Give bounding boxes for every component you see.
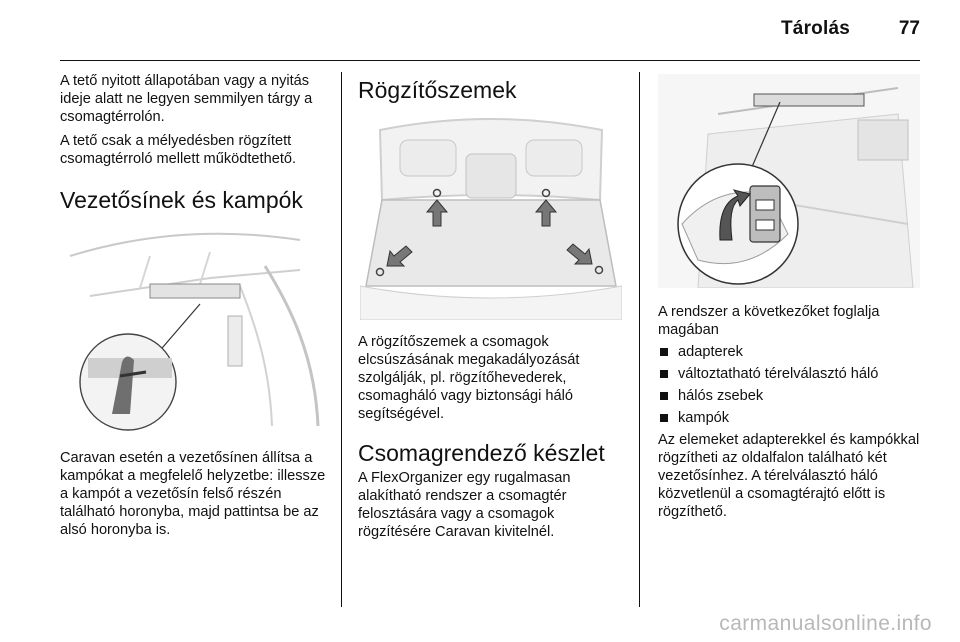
- column-3-lower: [658, 303, 920, 521]
- column-1: [60, 72, 330, 214]
- column-1-lower: [60, 449, 328, 539]
- paragraph-hook-instructions: Caravan esetén a vezetősínen állítsa a kampókat a megfelelő helyzetbe: illessze a kampót a vezetősín felső részén található horonyba, majd pattintsa be az alsó horonyba is.: [60, 450, 326, 538]
- column-2-top: [358, 72, 628, 104]
- list-item: adapterek: [658, 343, 920, 361]
- paragraph-system-includes: A rendszer a következőket foglalja magában: [658, 304, 880, 338]
- paragraph-tie-down-eyes: A rögzítőszemek a csomagok elcsúszásának megakadályozását szolgálják, pl. rögzítőhevederek, csomagháló vagy biztonsági háló segítségével.: [358, 334, 580, 422]
- section-title: Tárolás: [781, 18, 850, 39]
- paragraph-roof-warning: A tető nyitott állapotában vagy a nyitás ideje alatt ne legyen semmilyen tárgy a csomagtérrolón.: [60, 73, 313, 125]
- paragraph-flexorganizer: A FlexOrganizer egy rugalmasan alakítható rendszer a csomagtér felosztására vagy a csomagok rögzítésére Caravan kivitelnél.: [358, 470, 571, 540]
- figure-tie-down-eyes: [360, 110, 622, 320]
- component-list: [658, 343, 920, 427]
- header-divider: [60, 60, 920, 61]
- list-item: hálós zsebek: [658, 387, 920, 405]
- figure-guide-rail-hook: [60, 226, 322, 438]
- column-divider-1: [341, 72, 342, 607]
- paragraph-adapters: Az elemeket adapterekkel és kampókkal rögzítheti az oldalfalon található két vezetősínhez. A térelválasztó háló közvetlenül a csomagtérajtó előtt is rögzíthető.: [658, 432, 920, 520]
- column-2-lower: [358, 333, 628, 541]
- watermark: carmanualsonline.info: [719, 612, 932, 635]
- heading-tie-down-eyes: Rögzítőszemek: [358, 77, 517, 103]
- heading-flexorganizer: Csomagrendező készlet: [358, 440, 605, 466]
- heading-guide-rails: Vezetősínek és kampók: [60, 187, 303, 213]
- list-item: kampók: [658, 409, 920, 427]
- figure-flexorganizer-adapter: [658, 74, 920, 288]
- paragraph-roof-operation: A tető csak a mélyedésben rögzített csomagtérroló mellett működtethető.: [60, 133, 297, 167]
- page-number: 77: [898, 18, 920, 39]
- list-item: változtatható térelválasztó háló: [658, 365, 920, 383]
- column-divider-2: [639, 72, 640, 607]
